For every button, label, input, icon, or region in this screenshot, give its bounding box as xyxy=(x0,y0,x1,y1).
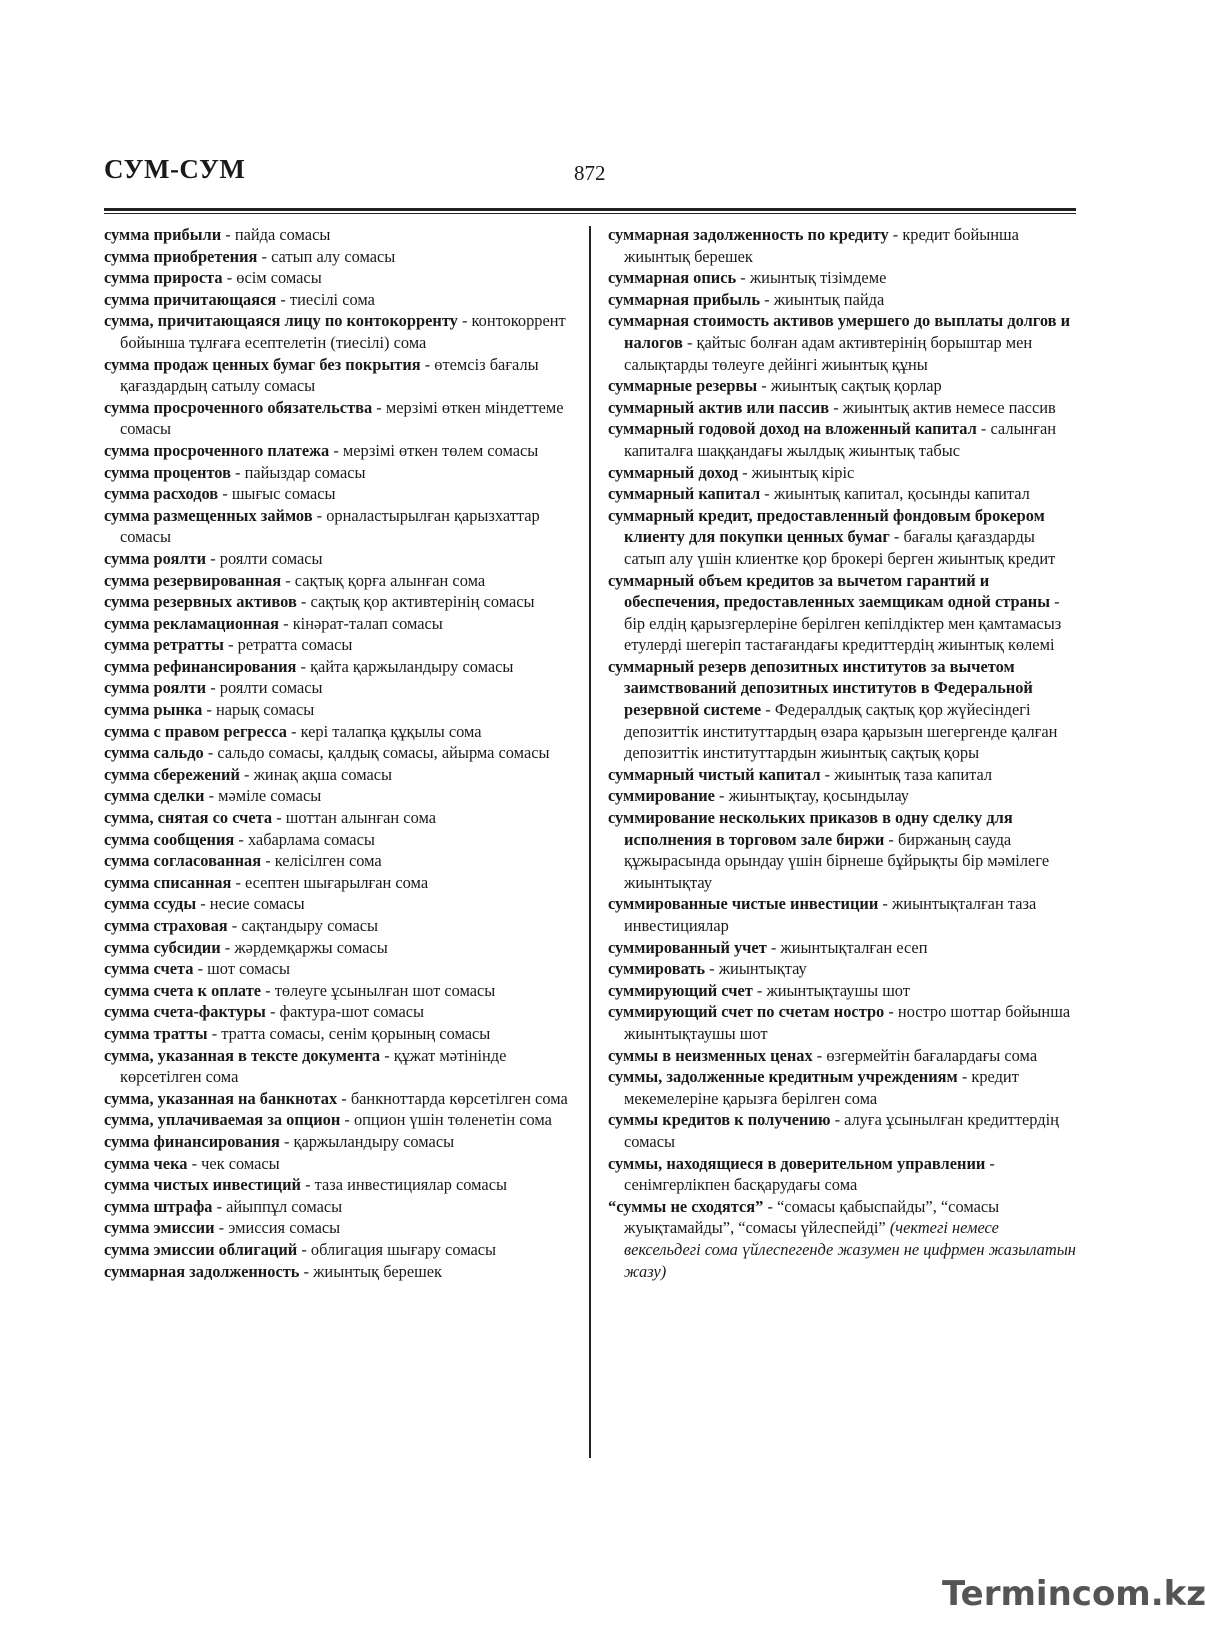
dictionary-entry: сумма, указанная на банкнотах - банкноттарда көрсетілген сома xyxy=(104,1088,568,1108)
entry-term: сумма сбережений xyxy=(104,764,240,784)
entry-term: сумма процентов xyxy=(104,462,231,482)
entry-term: сумма размещенных займов xyxy=(104,505,313,525)
entry-term: суммарный кредит, предоставленный фондовым брокером клиенту для покупки ценных бумаг xyxy=(608,505,1045,547)
left-column xyxy=(104,224,576,1282)
entry-term: сумма роялти xyxy=(104,678,207,698)
entry-term: суммы в неизменных ценах xyxy=(608,1045,813,1065)
entry-definition: кері талапқа құқылы сома xyxy=(300,721,482,741)
entry-definition: контокоррент бойынша тұлғаға есептелетін (тиесілі) сома xyxy=(120,311,566,352)
entry-definition: тиесілі сома xyxy=(289,289,375,309)
entry-term: суммарная стоимость активов умершего до выплаты долгов и налогов xyxy=(608,311,1071,352)
entry-term: суммарная прибыль xyxy=(608,289,761,309)
entry-definition: пайыздар сомасы xyxy=(244,462,366,482)
dictionary-entry: сумма сбережений - жинақ ақша сомасы xyxy=(104,764,393,784)
entry-definition: фактура-шот сомасы xyxy=(279,1002,425,1022)
entry-definition: өтемсіз бағалы қағаздардың сатылу сомасы xyxy=(120,354,539,396)
entry-term: сумма согласованная xyxy=(104,851,262,871)
entry-definition: жиынтық пайда xyxy=(773,289,885,309)
entry-definition: айыппұл сомасы xyxy=(226,1196,343,1216)
entry-definition: сақтандыру сомасы xyxy=(241,916,379,935)
dictionary-entry: сумма согласованная - келісілген сома xyxy=(104,851,382,871)
entry-definition: сатып алу сомасы xyxy=(271,246,396,266)
dictionary-entry: сумма резервированная - сақтық қорға алынған сома xyxy=(104,570,486,590)
dictionary-entry: сумма с правом регресса - кері талапқа құқылы сома xyxy=(104,721,482,741)
entry-term: сумма просроченного обязательства xyxy=(104,397,373,417)
entry-term: суммы, находящиеся в доверительном управлении xyxy=(608,1153,986,1173)
dictionary-entry: суммы, задолженные кредитным учреждениям - кредит мекемелеріне қарызға берілген сома xyxy=(608,1067,1019,1108)
dictionary-entry: сумма продаж ценных бумаг без покрытия - өтемсіз бағалы қағаздардың сатылу сомасы xyxy=(104,354,539,396)
entry-term: сумма страховая xyxy=(104,916,228,935)
entry-definition: шоттан алынған сома xyxy=(285,808,436,828)
entry-term: сумма резервированная xyxy=(104,570,282,590)
entry-definition: қаржыландыру сомасы xyxy=(293,1131,455,1151)
entry-definition: таза инвестициялар сомасы xyxy=(314,1175,507,1195)
entry-term: сумма роялти xyxy=(104,548,207,568)
dictionary-entry: “суммы не сходятся” - “сомасы қабыспайды”, “сомасы жуықтамайды”, “сомасы үйлеспейді” (чектегі немесе вексельдегі сома үйлеспегенде жазумен не цифрмен жазылатын жазу) xyxy=(608,1196,1076,1281)
dictionary-entry: суммарный актив или пассив - жиынтық актив немесе пассив xyxy=(608,397,1056,417)
entry-term: суммы кредитов к получению xyxy=(608,1110,831,1130)
entry-term: сумма продаж ценных бумаг без покрытия xyxy=(104,354,421,374)
entry-term: суммарный чистый капитал xyxy=(608,764,821,784)
entry-definition: қайтыс болған адам активтерінің борыштар мен салықтарды төлеуге дейінгі жиынтық құны xyxy=(624,332,1033,374)
entry-definition: төлеуге ұсынылған шот сомасы xyxy=(274,980,496,1000)
dictionary-entry: суммарная стоимость активов умершего до выплаты долгов и налогов - қайтыс болған адам активтерінің борыштар мен салықтарды төлеуге дейінгі жиынтық құны xyxy=(608,311,1071,374)
dictionary-entry: сумма прироста - өсім сомасы xyxy=(104,268,322,288)
entry-term: сумма штрафа xyxy=(104,1196,213,1216)
entry-definition: шот сомасы xyxy=(207,959,290,979)
dictionary-entry: сумма ретратты - ретратта сомасы xyxy=(104,635,353,655)
page-number: 872 xyxy=(574,161,606,185)
entry-definition: кредит бойынша жиынтық берешек xyxy=(624,225,1019,266)
entry-term: сумма сообщения xyxy=(104,829,235,849)
entry-definition: жиынтықтаушы шот xyxy=(766,980,910,1000)
entry-term: сумма причитающаяся xyxy=(104,289,277,309)
entry-term: суммарный доход xyxy=(608,462,739,482)
entry-definition: жәрдемқаржы сомасы xyxy=(234,937,388,957)
entry-definition: банкноттарда көрсетілген сома xyxy=(350,1088,568,1108)
entry-definition: опцион үшін төленетін сома xyxy=(353,1110,552,1130)
dictionary-entry: сумма резервных активов - сақтық қор активтерінің сомасы xyxy=(104,592,535,612)
entry-definition: эмиссия сомасы xyxy=(228,1218,341,1238)
entry-term: сумма прибыли xyxy=(104,225,222,244)
entry-definition: жиынтықтау xyxy=(718,959,807,979)
entry-definition: өсім сомасы xyxy=(236,268,322,288)
entry-term: суммированный учет xyxy=(608,937,767,957)
dictionary-entry: сумма рефинансирования - қайта қаржыландыру сомасы xyxy=(104,656,514,676)
dictionary-entry: суммарный доход - жиынтық кіріс xyxy=(608,462,855,482)
entry-term: сумма чистых инвестиций xyxy=(104,1175,301,1195)
entry-definition: биржаның сауда құжырасында орындау үшін бірнеше бұйрықты бір мәмілеге жиынтықтау xyxy=(624,829,1050,892)
entry-definition: келісілген сома xyxy=(274,851,382,871)
entry-term: сумма счета-фактуры xyxy=(104,1002,266,1022)
entry-term: суммирующий счет по счетам ностро xyxy=(608,1002,885,1022)
dictionary-entry: сумма рынка - нарық сомасы xyxy=(104,700,315,720)
entry-term: суммирующий счет xyxy=(608,980,753,1000)
dictionary-entry: сумма процентов - пайыздар сомасы xyxy=(104,462,366,482)
entry-definition: чек сомасы xyxy=(201,1153,280,1173)
dictionary-entry: суммарный чистый капитал - жиынтық таза капитал xyxy=(608,764,993,784)
entry-definition: облигация шығару сомасы xyxy=(310,1239,497,1259)
entry-term: сумма сальдо xyxy=(104,743,204,763)
entry-term: суммарная задолженность xyxy=(104,1261,300,1281)
entry-definition: жиынтық кіріс xyxy=(751,462,855,482)
entry-definition: қайта қаржыландыру сомасы xyxy=(310,656,514,676)
dictionary-entry: сумма сделки - мәміле сомасы xyxy=(104,786,322,806)
dictionary-entry: суммирование - жиынтықтау, қосындылау xyxy=(608,786,909,806)
entry-term: сумма ретратты xyxy=(104,635,224,655)
entry-definition: “сомасы қабыспайды”, “сомасы жуықтамайды”, “сомасы үйлеспейді” xyxy=(624,1196,1000,1238)
dictionary-entry: суммирующий счет - жиынтықтаушы шот xyxy=(608,980,910,1000)
dictionary-entry: сумма, уплачиваемая за опцион - опцион үшін төленетін сома xyxy=(104,1110,552,1130)
entry-term: суммирование нескольких приказов в одну сделку для исполнения в торговом зале биржи xyxy=(608,808,1013,849)
entry-definition: пайда сомасы xyxy=(234,225,331,244)
dictionary-entry: суммирующий счет по счетам ностро - ностро шоттар бойынша жиынтықтаушы шот xyxy=(608,1002,1071,1043)
entry-definition: жиынтық берешек xyxy=(313,1261,442,1281)
entry-term: сумма счета к оплате xyxy=(104,980,262,1000)
entry-term: сумма, снятая со счета xyxy=(104,808,273,828)
entry-definition: мәміле сомасы xyxy=(218,786,322,806)
header-rule xyxy=(104,208,1076,211)
entry-term: суммарный капитал xyxy=(608,484,761,504)
page-title: СУМ-СУМ xyxy=(104,154,246,184)
entry-term: суммарный актив или пассив xyxy=(608,397,830,417)
dictionary-entry: сумма сальдо - сальдо сомасы, қалдық сомасы, айырма сомасы xyxy=(104,743,550,763)
entry-definition: кінәрат-талап сомасы xyxy=(292,613,443,633)
entry-term: суммарные резервы xyxy=(608,376,758,396)
dictionary-entry: суммарный резерв депозитных институтов за вычетом заимствований депозитных институтов в Федеральной резервной системе - Федералдық сақтық қор жүйесіндегі депозиттік институттардың өзара қарызын шегергенде қалған депозиттік институттардын жиынтық сақтық қоры xyxy=(608,656,1058,763)
entry-definition: несие сомасы xyxy=(209,894,305,914)
dictionary-entry: сумма чека - чек сомасы xyxy=(104,1153,280,1173)
entry-definition: жинақ ақша сомасы xyxy=(253,764,393,784)
dictionary-entry: сумма эмиссии облигаций - облигация шығару сомасы xyxy=(104,1239,497,1259)
dictionary-entry: суммарная задолженность - жиынтық берешек xyxy=(104,1261,442,1281)
entry-definition: сақтық қорға алынған сома xyxy=(294,570,486,590)
entry-definition: ностро шоттар бойынша жиынтықтаушы шот xyxy=(624,1002,1071,1043)
entry-definition: мерзімі өткен төлем сомасы xyxy=(342,440,539,460)
dictionary-entry: суммарные резервы - жиынтық сақтық қорлар xyxy=(608,376,942,396)
entry-definition: сақтық қор активтерінің сомасы xyxy=(310,592,535,612)
entry-term: сумма финансирования xyxy=(104,1131,280,1151)
entry-term: суммарная задолженность по кредиту xyxy=(608,225,889,244)
dictionary-entry: сумма сообщения - хабарлама сомасы xyxy=(104,829,375,849)
dictionary-entry: сумма счета-фактуры - фактура-шот сомасы xyxy=(104,1002,425,1022)
entry-definition: есептен шығарылған сома xyxy=(245,872,429,892)
dictionary-entry: сумма штрафа - айыппұл сомасы xyxy=(104,1196,343,1216)
dictionary-entry: сумма приобретения - сатып алу сомасы xyxy=(104,246,396,266)
dictionary-entry: сумма страховая - сақтандыру сомасы xyxy=(104,916,379,935)
dictionary-entry: сумма, указанная в тексте документа - құжат мәтінінде көрсетілген сома xyxy=(104,1045,507,1087)
entry-term: сумма прироста xyxy=(104,268,223,288)
entry-term: сумма сделки xyxy=(104,786,205,806)
entry-definition: жиынтық тізімдеме xyxy=(749,268,887,288)
entry-definition: жиынтықталған есеп xyxy=(780,937,928,957)
entry-definition: сальдо сомасы, қалдық сомасы, айырма сомасы xyxy=(217,743,550,763)
dictionary-entry: сумма размещенных займов - орналастырылған қарызхаттар сомасы xyxy=(104,505,540,547)
entry-definition: роялти сомасы xyxy=(219,678,323,698)
entry-term: сумма, указанная в тексте документа xyxy=(104,1045,381,1065)
dictionary-entry: суммировать - жиынтықтау xyxy=(608,959,807,979)
entry-term: сумма ссуды xyxy=(104,894,197,914)
header-rule-thin xyxy=(104,213,1076,214)
dictionary-entry: сумма счета к оплате - төлеуге ұсынылған шот сомасы xyxy=(104,980,496,1000)
entry-term: сумма рынка xyxy=(104,700,203,720)
dictionary-entry: суммарный объем кредитов за вычетом гарантий и обеспечения, предоставленных заемщикам одной страны - бір елдің қарызгерлеріне берілген кепілдіктер мен қамтамасыз етулерді шегеріп тастағандағы кредиттердің жиынтық көлемі xyxy=(608,570,1062,655)
dictionary-entry: суммы, находящиеся в доверительном управлении - сенімгерлікпен басқарудағы сома xyxy=(608,1153,995,1195)
dictionary-entry: сумма просроченного обязательства - мерзімі өткен міндеттеме сомасы xyxy=(104,397,564,439)
dictionary-entry: суммированный учет - жиынтықталған есеп xyxy=(608,937,928,957)
entry-definition: шығыс сомасы xyxy=(231,484,336,504)
dictionary-entry: сумма прибыли - пайда сомасы xyxy=(104,225,331,244)
dictionary-entry: суммирование нескольких приказов в одну сделку для исполнения в торговом зале биржи - биржаның сауда құжырасында орындау үшін бірнеше бұйрықты бір мәмілеге жиынтықтау xyxy=(608,808,1050,892)
dictionary-entry: суммы кредитов к получению - алуға ұсынылған кредиттердің сомасы xyxy=(608,1110,1059,1151)
dictionary-entry: суммарная прибыль - жиынтық пайда xyxy=(608,289,885,309)
dictionary-entry: сумма тратты - тратта сомасы, сенім қорының сомасы xyxy=(104,1023,491,1043)
entry-definition: бір елдің қарызгерлеріне берілген кепілдіктер мен қамтамасыз етулерді шегеріп тастағандағы кредиттердің жиынтық көлемі xyxy=(624,613,1062,655)
dictionary-entry: сумма роялти - роялти сомасы xyxy=(104,548,323,568)
dictionary-entry: суммарная опись - жиынтық тізімдеме xyxy=(608,268,887,288)
dictionary-entry: суммированные чистые инвестиции - жиынтықталған таза инвестициялар xyxy=(608,894,1037,935)
dictionary-entry: сумма просроченного платежа - мерзімі өткен төлем сомасы xyxy=(104,440,539,460)
entry-term: сумма счета xyxy=(104,959,194,979)
entry-definition: роялти сомасы xyxy=(219,548,323,568)
entry-term: сумма, уплачиваемая за опцион xyxy=(104,1110,341,1130)
entry-definition: мерзімі өткен міндеттеме сомасы xyxy=(120,397,564,439)
entry-term: сумма приобретения xyxy=(104,246,258,266)
entry-definition: хабарлама сомасы xyxy=(247,829,375,849)
entry-term: сумма резервных активов xyxy=(104,592,297,612)
entry-term: сумма расходов xyxy=(104,484,219,504)
entry-term: суммарная опись xyxy=(608,268,737,288)
entry-definition: сенімгерлікпен басқарудағы сома xyxy=(624,1175,858,1195)
entry-definition: тратта сомасы, сенім қорының сомасы xyxy=(221,1023,491,1043)
entry-definition: өзгермейтін бағалардағы сома xyxy=(826,1045,1038,1065)
entry-term: сумма тратты xyxy=(104,1023,208,1043)
entry-term: сумма просроченного платежа xyxy=(104,440,330,460)
entry-term: сумма с правом регресса xyxy=(104,721,287,741)
dictionary-entry: сумма рекламационная - кінәрат-талап сомасы xyxy=(104,613,443,633)
entry-definition: жиынтық сақтық қорлар xyxy=(770,376,942,396)
entry-term: суммарный объем кредитов за вычетом гарантий и обеспечения, предоставленных заемщикам одной страны xyxy=(608,570,1051,612)
dictionary-entry: суммы в неизменных ценах - өзгермейтін бағалардағы сома xyxy=(608,1045,1038,1065)
dictionary-entry: сумма списанная - есептен шығарылған сома xyxy=(104,872,429,892)
entry-term: сумма рекламационная xyxy=(104,613,280,633)
entry-definition: алуға ұсынылған кредиттердің сомасы xyxy=(624,1110,1059,1151)
dictionary-entry: суммарный кредит, предоставленный фондовым брокером клиенту для покупки ценных бумаг - бағалы қағаздарды сатып алу үшін клиентке қор брокері берген жиынтық кредит xyxy=(608,505,1056,568)
entry-term: суммированные чистые инвестиции xyxy=(608,894,879,914)
watermark-logo: Termincom.kz xyxy=(942,1574,1206,1614)
dictionary-entry: сумма ссуды - несие сомасы xyxy=(104,894,305,914)
column-divider xyxy=(589,226,591,1458)
dictionary-entry: сумма субсидии - жәрдемқаржы сомасы xyxy=(104,937,388,957)
dictionary-entry: сумма расходов - шығыс сомасы xyxy=(104,484,336,504)
entry-term: сумма списанная xyxy=(104,872,232,892)
entry-definition: орналастырылған қарызхаттар сомасы xyxy=(120,505,540,547)
entry-definition: Федералдық сақтық қор жүйесіндегі депозиттік институттардың өзара қарызын шегергенде қалған депозиттік институттардын жиынтық сақтық қоры xyxy=(624,700,1058,763)
dictionary-entry: сумма финансирования - қаржыландыру сомасы xyxy=(104,1131,455,1151)
entry-definition: жиынтық таза капитал xyxy=(834,764,993,784)
dictionary-entry: суммарный годовой доход на вложенный капитал - салынған капиталға шаққандағы жылдық жиынтық табыс xyxy=(608,419,1057,460)
dictionary-entry: сумма причитающаяся - тиесілі сома xyxy=(104,289,375,309)
entry-definition: құжат мәтінінде көрсетілген сома xyxy=(120,1045,507,1087)
entry-term: суммарный годовой доход на вложенный капитал xyxy=(608,419,977,439)
right-column xyxy=(608,224,1076,1282)
entry-term: сумма эмиссии xyxy=(104,1218,215,1238)
entry-term: сумма чека xyxy=(104,1153,188,1173)
entry-term: суммарный резерв депозитных институтов за вычетом заимствований депозитных институтов в Федеральной резервной системе xyxy=(608,656,1033,720)
entry-note: (чектегі немесе вексельдегі сома үйлеспегенде жазумен не цифрмен жазылатын жазу) xyxy=(624,1218,1076,1281)
entry-term: сумма субсидии xyxy=(104,937,221,957)
entry-definition: жиынтық капитал, қосынды капитал xyxy=(773,484,1030,504)
entry-term: сумма, указанная на банкнотах xyxy=(104,1088,338,1108)
dictionary-entry: сумма счета - шот сомасы xyxy=(104,959,290,979)
dictionary-entry: сумма роялти - роялти сомасы xyxy=(104,678,323,698)
dictionary-entry: суммарный капитал - жиынтық капитал, қосынды капитал xyxy=(608,484,1030,504)
dictionary-entry: сумма эмиссии - эмиссия сомасы xyxy=(104,1218,341,1238)
entry-term: сумма эмиссии облигаций xyxy=(104,1239,298,1259)
entry-definition: нарық сомасы xyxy=(215,700,315,720)
entry-definition: жиынтықтау, қосындылау xyxy=(728,786,909,806)
entry-definition: салынған капиталға шаққандағы жылдық жиынтық табыс xyxy=(624,419,1057,460)
dictionary-entry: сумма, снятая со счета - шоттан алынған сома xyxy=(104,808,436,828)
dictionary-entry: сумма чистых инвестиций - таза инвестициялар сомасы xyxy=(104,1175,507,1195)
entry-definition: бағалы қағаздарды сатып алу үшін клиентке қор брокері берген жиынтық кредит xyxy=(624,527,1056,568)
entry-definition: кредит мекемелеріне қарызға берілген сома xyxy=(624,1067,1019,1108)
entry-term: суммы, задолженные кредитным учреждениям xyxy=(608,1067,958,1087)
entry-definition: ретратта сомасы xyxy=(237,635,353,655)
dictionary-entry: сумма, причитающаяся лицу по контокорренту - контокоррент бойынша тұлғаға есептелетін (тиесілі) сома xyxy=(104,311,566,352)
entry-term: сумма, причитающаяся лицу по контокорренту xyxy=(104,311,458,331)
entry-term: суммировать xyxy=(608,959,706,979)
entry-definition: жиынтық актив немесе пассив xyxy=(842,397,1056,417)
entry-term: сумма рефинансирования xyxy=(104,656,297,676)
entry-term: суммирование xyxy=(608,786,715,806)
dictionary-entry: суммарная задолженность по кредиту - кредит бойынша жиынтық берешек xyxy=(608,225,1019,266)
entry-definition: жиынтықталған таза инвестициялар xyxy=(624,894,1037,935)
entry-term: “суммы не сходятся” xyxy=(608,1196,764,1216)
